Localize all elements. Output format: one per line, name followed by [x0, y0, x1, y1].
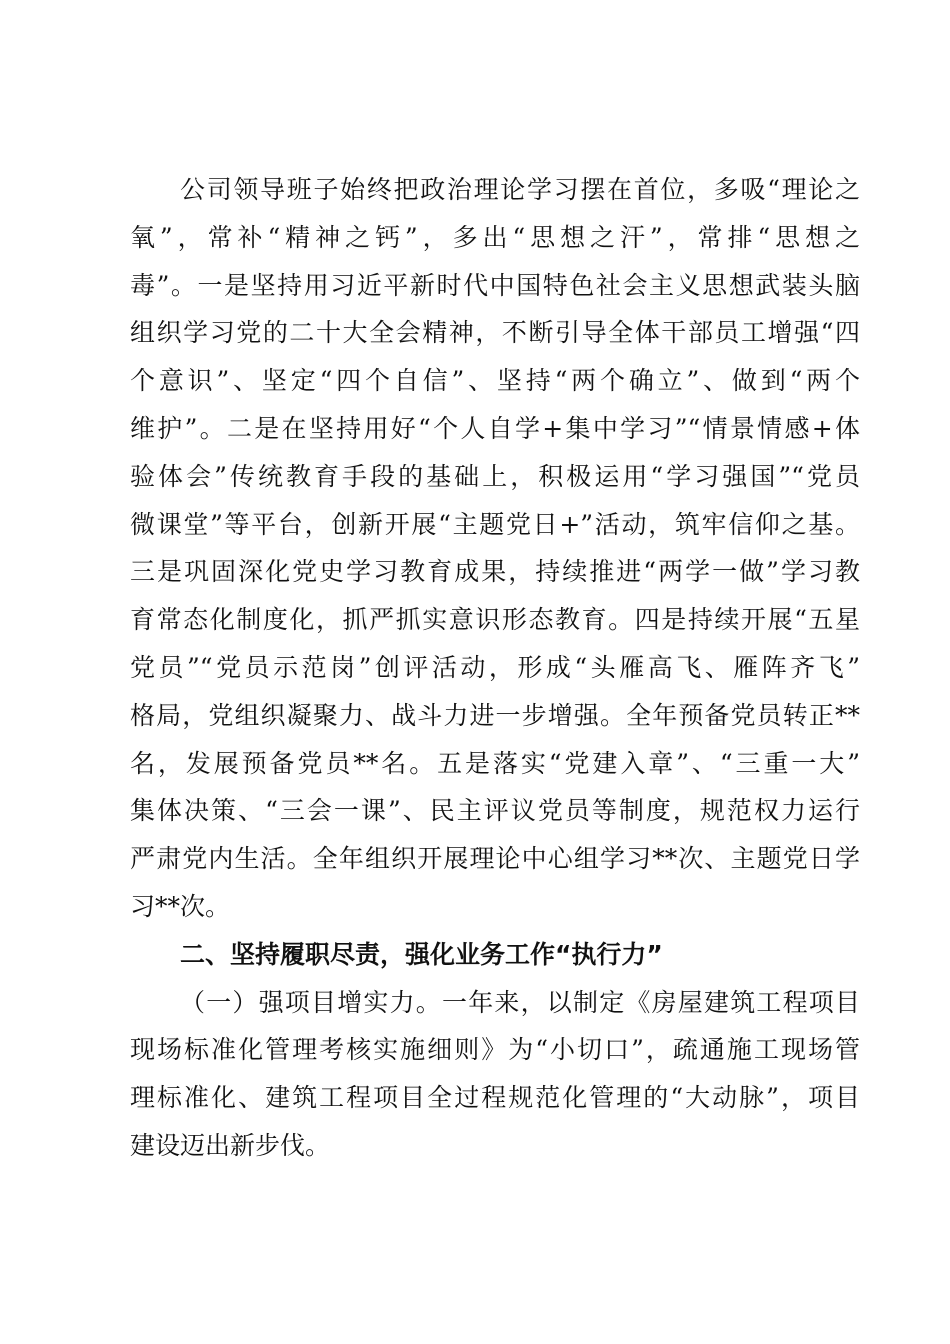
paragraph-line: 个意识”、坚定“四个自信”、坚持“两个确立”、做到“两个 — [130, 366, 860, 396]
paragraph-line: 毒”。一是坚持用习近平新时代中国特色社会主义思想武装头脑 — [130, 270, 860, 300]
paragraph-line: 名，发展预备党员**名。五是落实“党建入章”、“三重一大” — [130, 748, 860, 778]
paragraph-line: 氧”，常补“精神之钙”，多出“思想之汗”，常排“思想之 — [130, 222, 860, 252]
paragraph-line: 育常态化制度化，抓严抓实意识形态教育。四是持续开展“五星 — [130, 605, 860, 635]
paragraph-line: 严肃党内生活。全年组织开展理论中心组学习**次、主题党日学 — [130, 844, 860, 874]
paragraph-line: 建设迈出新步伐。 — [130, 1130, 331, 1160]
paragraph-line: 验体会”传统教育手段的基础上，积极运用“学习强国”“党员 — [130, 461, 860, 491]
paragraph-line: 现场标准化管理考核实施细则》为“小切口”，疏通施工现场管 — [130, 1035, 860, 1065]
paragraph-line: 组织学习党的二十大全会精神，不断引导全体干部员工增强“四 — [130, 318, 860, 348]
paragraph-line: 党员”“党员示范岗”创评活动，形成“头雁高飞、雁阵齐飞” — [130, 652, 860, 682]
section-heading: 二、坚持履职尽责，强化业务工作“执行力” — [180, 939, 663, 969]
paragraph-line: 集体决策、“三会一课”、民主评议党员等制度，规范权力运行 — [130, 796, 860, 826]
paragraph-line: 公司领导班子始终把政治理论学习摆在首位，多吸“理论之 — [180, 175, 860, 204]
paragraph-line: 微课堂”等平台，创新开展“主题党日+”活动，筑牢信仰之基。 — [130, 509, 860, 539]
paragraph-line: 格局，党组织凝聚力、战斗力进一步增强。全年预备党员转正** — [130, 700, 860, 730]
document-body — [130, 166, 860, 1170]
paragraph-line: 维护”。二是在坚持用好“个人自学+集中学习”“情景情感+体 — [130, 413, 860, 443]
paragraph-line: 理标准化、建筑工程项目全过程规范化管理的“大动脉”，项目 — [130, 1083, 860, 1113]
paragraph-line: 三是巩固深化党史学习教育成果，持续推进“两学一做”学习教 — [130, 557, 860, 587]
paragraph-line: （一）强项目增实力。一年来，以制定《房屋建筑工程项目 — [180, 987, 860, 1017]
paragraph-line: 习**次。 — [130, 891, 231, 921]
